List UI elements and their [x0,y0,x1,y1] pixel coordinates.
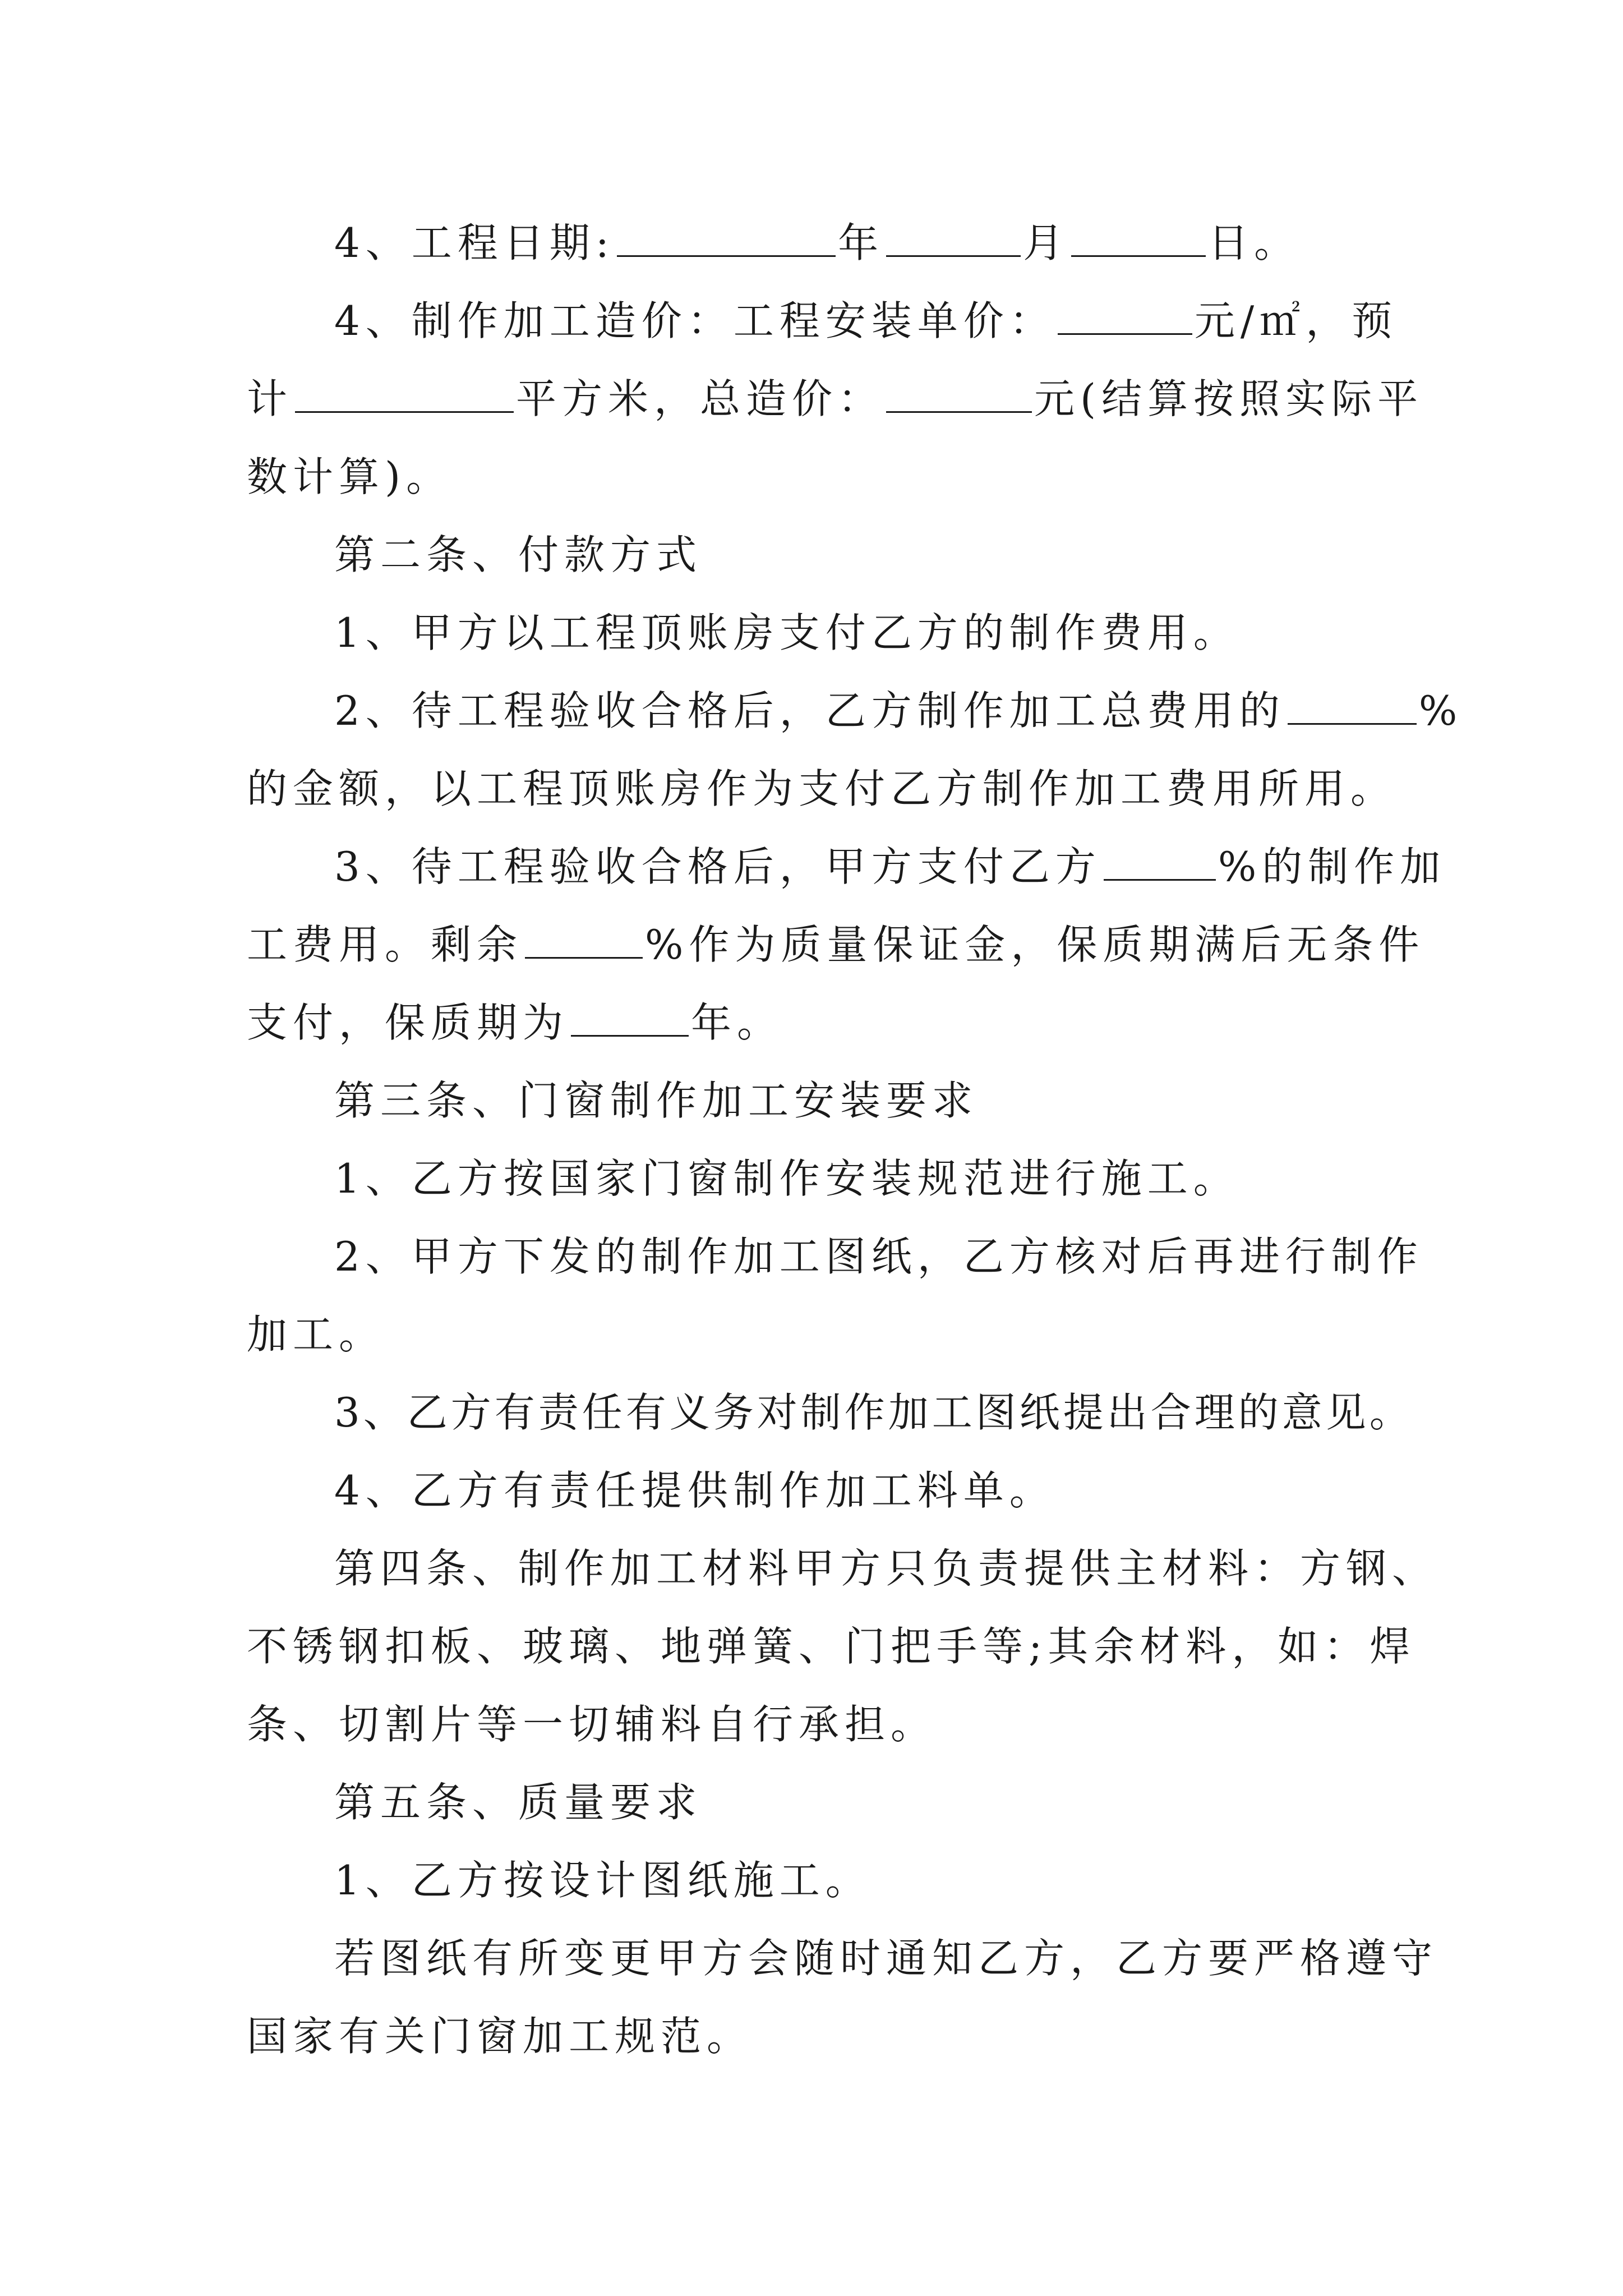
text-segment: 4、乙方有责任提供制作加工料单。 [334,1467,1055,1514]
text-line [334,685,1463,736]
fill-blank [1104,844,1216,881]
text-segment: 国家有关门窗加工规范。 [247,2013,753,2060]
text-segment: % [1418,687,1463,734]
text-segment: 4、工程日期: [334,219,615,266]
text-segment: 4、制作加工造价：工程安装单价： [334,297,1055,344]
section-heading [334,530,702,580]
text-segment: 第五条、质量要求 [334,1779,703,1826]
fill-blank [1288,688,1417,725]
section-heading [334,1543,1438,1594]
text-line [334,841,1446,892]
text-segment: 计 [247,375,293,422]
text-segment: 第二条、付款方式 [334,531,703,578]
text-line [247,919,1424,970]
fill-blank [886,376,1032,413]
text-segment: %作为质量保证金，保质期满后无条件 [645,921,1425,968]
text-line [334,1153,1239,1204]
fill-blank [1071,220,1206,257]
text-line [334,1387,1413,1438]
text-line [247,452,452,502]
text-segment: 条、切割片等一切辅料自行承担。 [247,1701,937,1748]
text-segment: 的金额，以工程顶账房作为支付乙方制作加工费用所用。 [247,765,1397,812]
text-segment: 第四条、制作加工材料甲方只负责提供主材料：方钢、 [334,1545,1438,1592]
text-segment: 加工。 [247,1311,385,1358]
text-line [247,997,783,1048]
section-heading [334,1777,702,1828]
text-line [247,1699,937,1750]
text-line [334,608,1239,658]
text-segment: 若图纸有所变更甲方会随时通知乙方，乙方要严格遵守 [334,1935,1438,1982]
text-segment: 2、待工程验收合格后，乙方制作加工总费用的 [334,687,1285,734]
text-segment: 年 [838,219,884,266]
text-segment: 日。 [1208,219,1301,266]
text-line [334,296,1398,346]
text-segment: 数计算)。 [247,453,453,500]
section-heading [334,1075,978,1126]
text-line [334,218,1300,268]
text-segment: 支付，保质期为 [247,999,569,1046]
text-segment: 元(结算按照实际平 [1034,375,1424,422]
fill-blank [525,922,643,959]
text-segment: 第三条、门窗制作加工安装要求 [334,1077,979,1124]
text-line [334,1465,1055,1516]
text-line [334,1855,872,1906]
text-segment: 工费用。剩余 [247,921,523,968]
text-line [247,1621,1415,1672]
text-segment: 平方米，总造价： [516,375,884,422]
text-segment: 月 [1023,219,1069,266]
text-line [247,374,1423,424]
text-line [247,763,1396,814]
text-segment: 1、甲方以工程顶账房支付乙方的制作费用。 [334,609,1239,656]
text-segment: 1、乙方按设计图纸施工。 [334,1857,872,1904]
text-segment: 年。 [691,999,783,1046]
fill-blank [1058,298,1192,335]
fill-blank [886,220,1021,257]
text-segment: 2、甲方下发的制作加工图纸，乙方核对后再进行制作 [334,1233,1423,1280]
text-segment: 3、待工程验收合格后，甲方支付乙方 [334,843,1101,890]
text-line [334,1231,1423,1282]
text-segment: 元/㎡，预 [1194,297,1398,344]
fill-blank [295,376,514,413]
text-line [247,2011,753,2062]
text-segment: 不锈钢扣板、玻璃、地弹簧、门把手等;其余材料，如：焊 [247,1623,1416,1670]
text-segment: 1、乙方按国家门窗制作安装规范进行施工。 [334,1155,1239,1202]
fill-blank [617,220,836,257]
text-segment: %的制作加 [1218,843,1446,890]
fill-blank [571,1000,689,1037]
text-line [334,1933,1438,1984]
text-segment: 3、乙方有责任有义务对制作加工图纸提出合理的意见。 [334,1389,1413,1436]
text-line [247,1309,385,1360]
